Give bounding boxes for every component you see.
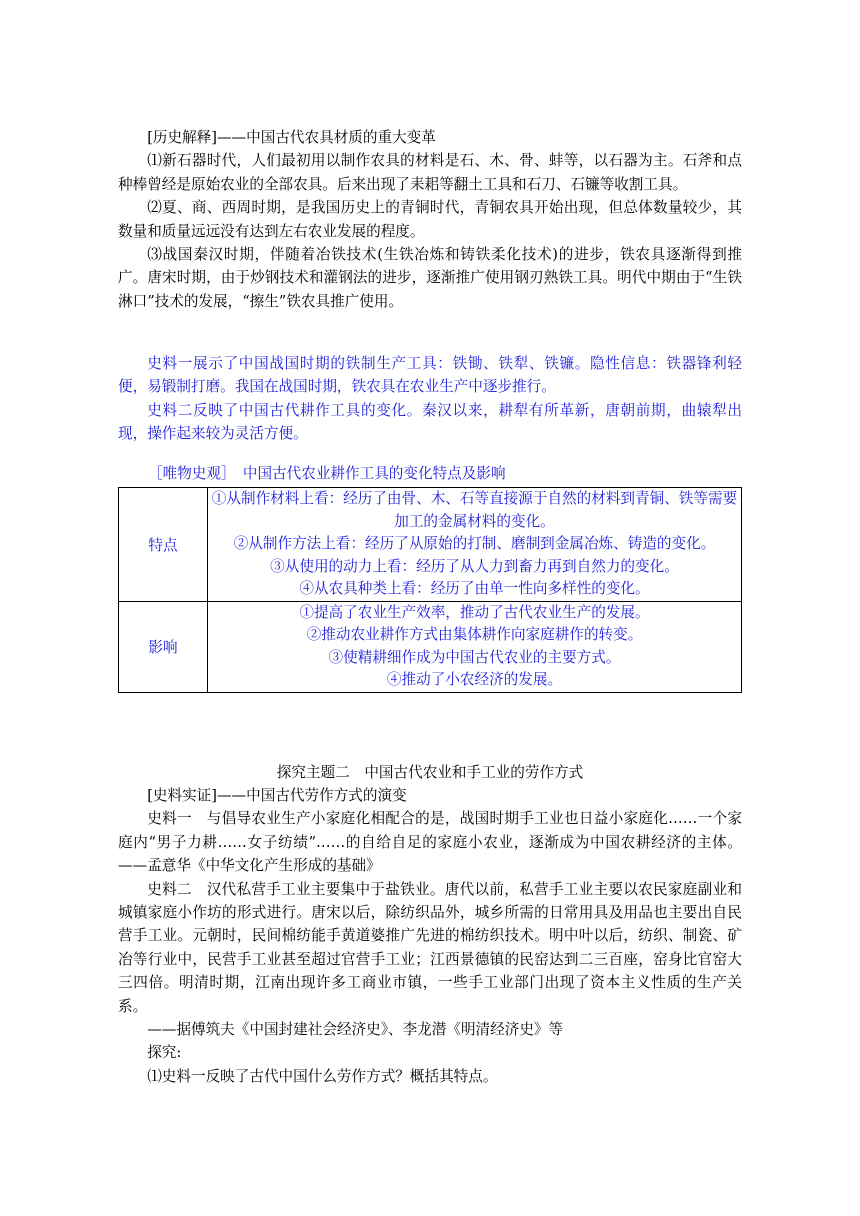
paragraph: ⑵夏、商、西周时期，是我国历史上的青铜时代，青铜农具开始出现，但总体数量较少，其数量和质量远远没有达到左右农业发展的程度。 bbox=[118, 199, 742, 240]
paragraph: 探究: bbox=[147, 1044, 182, 1062]
table-title: ［唯物史观］ 中国古代农业耕作工具的变化特点及影响 bbox=[148, 465, 506, 482]
table-line: ④从农具种类上看：经历了由单一性向多样性的变化。 bbox=[299, 580, 650, 597]
section-evidence bbox=[118, 784, 742, 1088]
table-line: ③从使用的动力上看：经历了从人力到畜力再到自然力的变化。 bbox=[270, 557, 679, 575]
paragraph: ⑴新石器时代，人们最初用以制作农具的材料是石、木、骨、蚌等，以石器为主。石斧和点种棒曾经是原始农业的全部农具。后来出现了耒耜等翻土工具和石刀、石镰等收割工具。 bbox=[118, 152, 742, 193]
section-analysis bbox=[118, 352, 742, 446]
summary-table bbox=[118, 487, 742, 693]
row-content bbox=[208, 601, 742, 692]
paragraph: 史料一展示了中国战国时期的铁制生产工具：铁锄、铁犁、铁镰。隐性信息：铁器锋利轻便，易锻制打磨。我国在战国时期，铁农具在农业生产中逐步推行。 bbox=[118, 355, 742, 396]
table-row bbox=[119, 488, 742, 602]
paragraph: 史料一 与倡导农业生产小家庭化相配合的是，战国时期手工业也日益小家庭化……一个家庭内“男子力耕……女子纺绩”……的自给自足的家庭小农业，逐渐成为中国农耕经济的主体。——孟意华《中华文化产生形成的基础》 bbox=[118, 810, 742, 875]
row-header: 特点 bbox=[119, 488, 208, 602]
table-row bbox=[119, 601, 742, 692]
row-content bbox=[208, 488, 742, 602]
paragraph: 史料二反映了中国古代耕作工具的变化。秦汉以来，耕犁有所革新，唐朝前期，曲辕犁出现，操作起来较为灵活方便。 bbox=[118, 401, 742, 443]
section-history-explanation bbox=[118, 126, 742, 313]
section-heading: [历史解释]——中国古代农具材质的重大变革 bbox=[147, 129, 436, 146]
table-line: ①从制作材料上看：经历了由骨、木、石等直接源于自然的材料到青铜、铁等需要加工的金属材料的变化。 bbox=[211, 490, 738, 530]
table-line: ④推动了小农经济的发展。 bbox=[386, 671, 563, 688]
table-line: ③使精耕细作成为中国古代农业的主要方式。 bbox=[328, 648, 621, 666]
table-line: ②推动农业耕作方式由集体耕作向家庭耕作的转变。 bbox=[306, 626, 643, 643]
table-line: ①提高了农业生产效率，推动了古代农业生产的发展。 bbox=[299, 603, 650, 621]
paragraph: 史料二 汉代私营手工业主要集中于盐铁业。唐代以前，私营手工业主要以农民家庭副业和城镇家庭小作坊的形式进行。唐宋以后，除纺织品外，城乡所需的日常用具及用品也主要出自民营手工业。元朝时，民间棉纺能手黄道婆推广先进的棉纺织技术。明中叶以后，纺织、制瓷、矿冶等行业中，民营手工业甚至超过官营手工业；江西景德镇的民窑达到二三百座，窑身比官窑大三四倍。明清时期，江南出现许多工商业市镇，一些手工业部门出现了资本主义性质的生产关系。 bbox=[118, 880, 742, 1015]
topic-title: 探究主题二 中国古代农业和手工业的劳作方式 bbox=[276, 764, 584, 781]
paragraph: ⑶战国秦汉时期，伴随着冶铁技术(生铁冶炼和铸铁柔化技术)的进步，铁农具逐渐得到推广。唐宋时期，由于炒钢技术和灌钢法的进步，逐渐推广使用钢刃熟铁工具。明代中期由于“生铁淋口”技术的发展，“擦生”铁农具推广使用。 bbox=[118, 246, 742, 310]
section-heading: [史料实证]——中国古代劳作方式的演变 bbox=[147, 787, 407, 804]
citation: ——据傅筑夫《中国封建社会经济史》、李龙潜《明清经济史》等 bbox=[147, 1021, 564, 1039]
table-line: ②从制作方法上看：经历了从原始的打制、磨制到金属冶炼、铸造的变化。 bbox=[233, 535, 716, 552]
row-header: 影响 bbox=[119, 601, 208, 692]
question: ⑴史料一反映了古代中国什么劳作方式？概括其特点。 bbox=[147, 1067, 498, 1085]
